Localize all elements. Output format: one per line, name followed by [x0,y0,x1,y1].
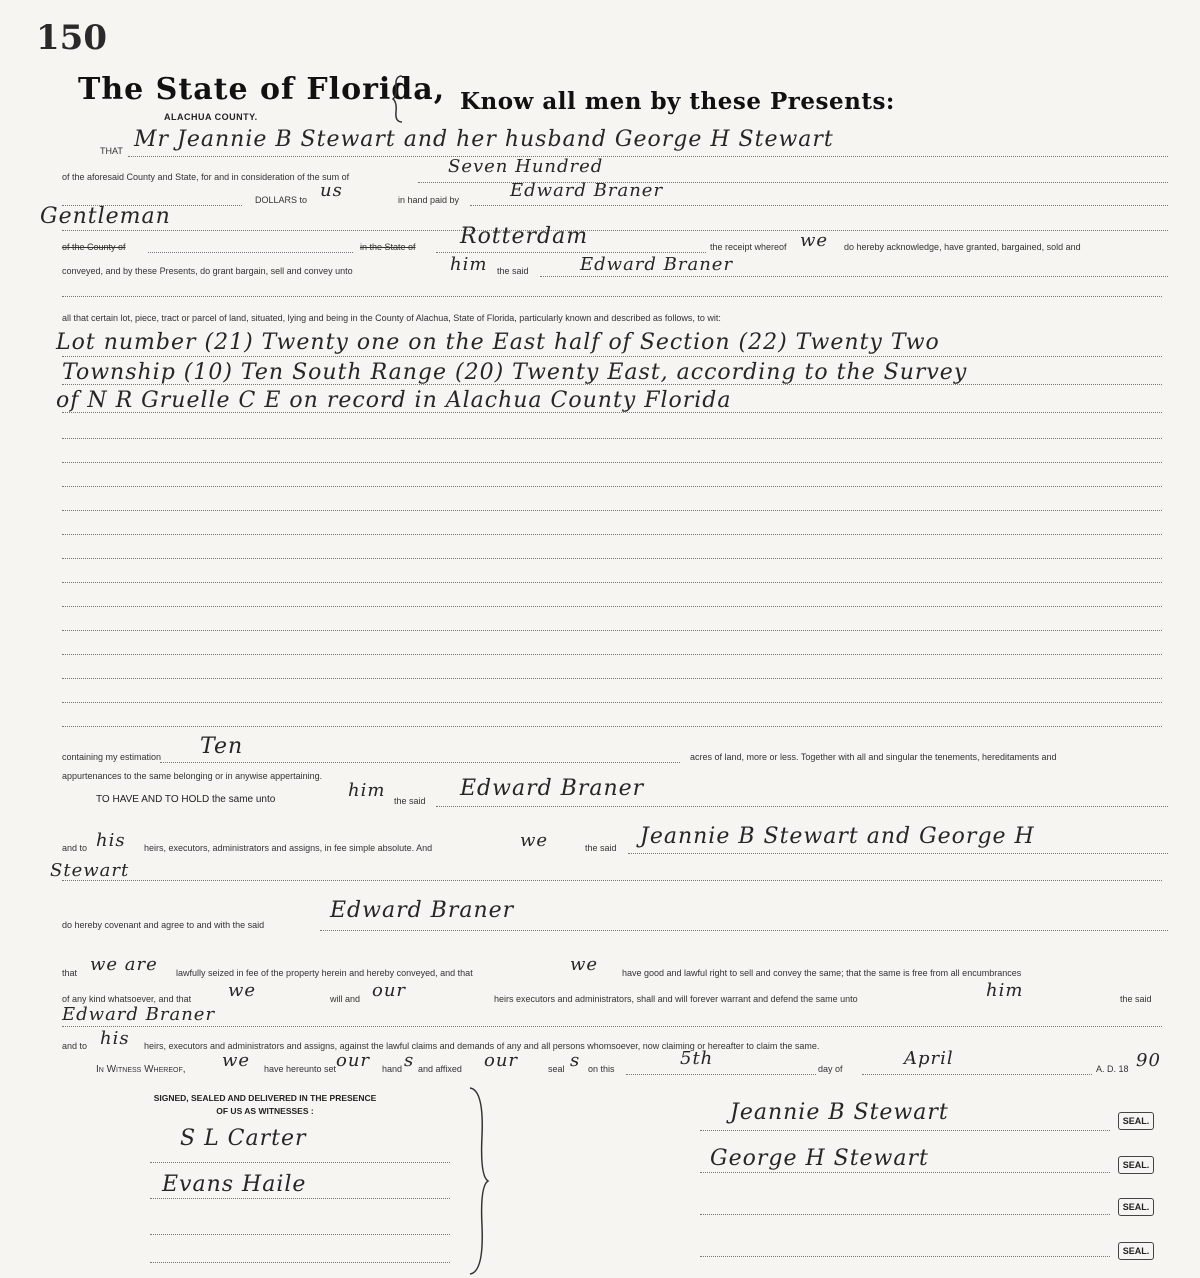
ad-text: A. D. 18 [1096,1064,1129,1074]
in-witness-text: In Witness Whereof, [96,1064,186,1075]
witness-1-signature: S L Carter [180,1126,307,1151]
description-line-1: Lot number (21) Twenty one on the East half of Section (22) Twenty Two [56,330,940,355]
seal-box: SEAL. [1118,1156,1154,1174]
covenant-grantee: Edward Braner [330,898,515,923]
seal-s-value: s [570,1050,581,1071]
payer-name: Edward Braner [510,180,664,201]
we-good-value: we [570,954,599,975]
page-number: 150 [36,18,107,58]
occupation: Gentleman [40,204,171,229]
on-this-text: on this [588,1064,615,1074]
that-lower-text: that [62,968,78,978]
dollars-to-text: DOLLARS to [255,195,308,205]
the-said-end-text: the said [1120,994,1152,1004]
description-line-3: of N R Gruelle C E on record in Alachua County Florida [56,388,732,413]
of-any-kind-text: of any kind whatsoever, and that [62,994,192,1004]
state-title: The State of Florida, [78,72,446,107]
brace-icon [466,1086,490,1276]
and-to-2-text: and to [62,1041,88,1051]
that-label: THAT [100,146,123,156]
lawfully-text: lawfully seized in fee of the property herein and hereby conveyed, and that [176,968,473,978]
our-hand-value: our [336,1050,371,1071]
we-are-value: we are [90,954,158,975]
receipt-text: the receipt whereof [710,242,787,252]
witness-2-signature: Evans Haile [162,1172,307,1197]
to-have-text: TO HAVE AND TO HOLD the same unto [96,794,276,805]
heirs-fee-text: heirs, executors, administrators and assigns, in fee simple absolute. And [144,843,433,853]
grantor-signature-1: Jeannie B Stewart [730,1100,949,1125]
said-names-cont: Stewart [50,860,130,881]
unto-value: him [450,254,488,275]
and-the-said-text: the said [585,843,617,853]
seal-box: SEAL. [1118,1242,1154,1260]
witness-we-value: we [222,1050,251,1071]
brace-icon [392,74,406,124]
have-hereunto-text: have hereunto set [264,1064,337,1074]
our-value: our [372,980,407,1001]
grantee-name: Edward Braner [580,254,734,275]
and-to-text: and to [62,843,88,853]
good-right-text: have good and lawful right to sell and convey the same; that the same is free from all encumbrances [622,968,1022,978]
dollars-to-value: us [320,180,343,201]
document-heading: Know all men by these Presents: [460,88,895,115]
his-value: his [96,830,126,851]
day-value: 5th [680,1048,714,1069]
grantor-signature-2: George H Stewart [710,1146,929,1171]
day-of-text: day of [818,1064,843,1074]
will-and-text: will and [330,994,361,1004]
his-2-value: his [100,1028,130,1049]
have-grantee-name: Edward Braner [460,776,645,801]
our-seal-value: our [484,1050,519,1071]
all-that-text: all that certain lot, piece, tract or parcel of land, situated, lying and being in the County of Alachua, State of Florida, particularly known and described as follows, to wit: [62,313,721,323]
we-warrant-value: we [228,980,257,1001]
receipt-by-value: we [800,230,829,251]
have-the-said-text: the said [394,796,426,806]
county-label: ALACHUA COUNTY. [164,112,258,122]
appurtenances-text: appurtenances to the same belonging or in anywise appertaining. [62,771,323,781]
month-value: April [904,1048,954,1069]
containing-text: containing my estimation [62,752,162,762]
county-of-text: of the County of [62,242,126,252]
the-said-text: the said [497,266,529,276]
state-of-text: in the State of [360,242,416,252]
conveyed-text: conveyed, and by these Presents, do grant bargain, sell and convey unto [62,266,353,276]
state-value: Rotterdam [460,224,589,249]
covenant-text: do hereby covenant and agree to and with the said [62,920,265,930]
said-names: Jeannie B Stewart and George H [640,824,1035,849]
seal-text: seal [548,1064,565,1074]
seal-box: SEAL. [1118,1112,1154,1130]
seal-box: SEAL. [1118,1198,1154,1216]
heirs-warrant-text: heirs executors and administrators, shall and will forever warrant and defend the same unto [494,994,858,1004]
consideration-text: of the aforesaid County and State, for and in consideration of the sum of [62,172,350,182]
hand-s-value: s [404,1050,415,1071]
grantor-names: Mr Jeannie B Stewart and her husband George H Stewart [134,127,834,152]
warrant-unto-value: him [986,980,1024,1001]
description-line-2: Township (10) Ten South Range (20) Twenty East, according to the Survey [62,360,968,385]
heirs-claims-text: heirs, executors and administrators and assigns, against the lawful claims and demands of any and all persons whomsoever, now claiming or hereafter to claim the same. [144,1041,820,1051]
witness-heading: SIGNED, SEALED AND DELIVERED IN THE PRESENCE OF US AS WITNESSES : [153,1093,377,1116]
year-value: 90 [1136,1050,1161,1071]
warrant-grantee: Edward Braner [62,1004,216,1025]
acres-value: Ten [200,734,244,759]
acres-text: acres of land, more or less. Together with all and singular the tenements, hereditaments and [690,752,1057,762]
hand-paid-text: in hand paid by [398,195,460,205]
hand-text: hand [382,1064,403,1074]
acknowledge-text: do hereby acknowledge, have granted, bargained, sold and [844,242,1081,252]
affixed-text: and affixed [418,1064,462,1074]
have-unto-value: him [348,780,386,801]
sum-amount: Seven Hundred [448,156,604,177]
and-we-value: we [520,830,549,851]
